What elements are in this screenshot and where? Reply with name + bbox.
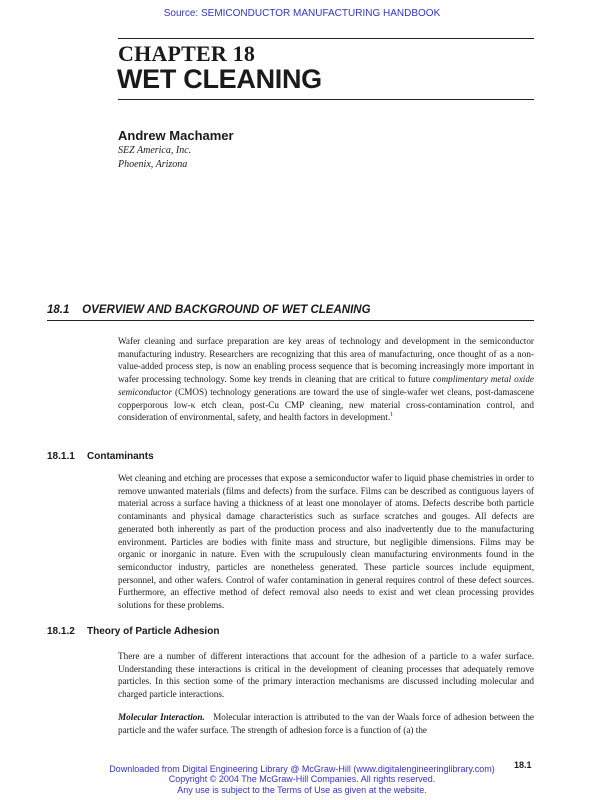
footer-terms-link[interactable]: Any use is subject to the Terms of Use as given at the website. xyxy=(177,784,427,795)
subsection-heading-contaminants xyxy=(47,451,154,462)
section-rule xyxy=(47,320,534,321)
chapter-title: WET CLEANING xyxy=(117,64,322,94)
intro-text-2: (CMOS) technology generations are toward the use of single-wafer wet cleans, post-damascene copperporous low-κ etch clean, post-Cu CMP cleaning, new material cross-contamination control, and consideration of environmental, safety, and health factors in development. xyxy=(118,386,534,423)
reference-marker: 1 xyxy=(390,412,394,419)
contaminants-paragraph: Wet cleaning and etching are processes that expose a semiconductor wafer to liquid phase chemistries in order to remove unwanted materials (films and defects) from the surface. Films can be described as contiguous layers of material across a surface having a thickness of at least one monolayer of atoms. Defects describe both particle contaminants and physical damage characteristics such as surface scratches and gouges. All defects are generated both inherently as part of the production process and also inadvertently due to the manufacturing environment. Particles are bodies with finite mass and structure, but negligible dimensions. Films may be organic or inorganic in nature. Even with the scrupulously clean manufacturing environments found in the semiconductor industry, particles are nonetheless generated. These particle sources include equipment, personnel, and other wafers. Control of wafer contamination in general requires control of these defect sources. Furthermore, an effective method of defect removal also needs to exist and wet clean processing provides solutions for these problems. xyxy=(118,473,534,611)
footer xyxy=(0,764,604,795)
run-in-heading: Molecular Interaction. xyxy=(118,712,205,722)
subsection-heading-adhesion xyxy=(47,626,219,637)
section-heading: 18.1 OVERVIEW AND BACKGROUND OF WET CLEANING xyxy=(47,304,371,316)
subsection-number: 18.1.2 xyxy=(47,626,75,637)
source-header: Source: SEMICONDUCTOR MANUFACTURING HANDBOOK xyxy=(163,8,441,19)
author-company: SEZ America, Inc. xyxy=(118,145,192,156)
adhesion-paragraph: There are a number of different interactions that account for the adhesion of a particle to a wafer surface. Understanding these interactions is critical in the development of cleaning processes that adequately remove particles. In this section some of the primary interaction mechanisms are discussed including molecular and charged particle interactions. xyxy=(118,651,534,700)
footer-copyright: Copyright © 2004 The McGraw-Hill Companies. All rights reserved. xyxy=(168,774,436,785)
subsection-title: Theory of Particle Adhesion xyxy=(87,626,220,637)
subsection-number: 18.1.1 xyxy=(47,451,75,462)
subsection-title: Contaminants xyxy=(87,451,154,462)
molecular-interaction-paragraph xyxy=(118,711,534,736)
chapter-top-rule xyxy=(118,38,534,39)
footer-download-link[interactable]: Downloaded from Digital Engineering Library @ McGraw-Hill (www.digitalengineeringlibrary.com) xyxy=(109,764,495,774)
chapter-label: CHAPTER 18 xyxy=(118,41,256,66)
intro-italic-term: complimentary metal oxide semiconductor xyxy=(118,374,534,397)
chapter-title-rule xyxy=(118,99,534,100)
molecular-text: Molecular interaction is attributed to the van der Waals force of adhesion between the particle and the wafer surface. The strength of adhesion force is a function of (a) the xyxy=(118,712,534,735)
page-number: 18.1 xyxy=(514,760,532,770)
author-name: Andrew Machamer xyxy=(118,128,234,143)
author-location: Phoenix, Arizona xyxy=(118,159,188,170)
intro-paragraph xyxy=(118,335,534,424)
intro-text-1: Wafer cleaning and surface preparation are key areas of technology and development in the semiconductor manufacturing industry. Researchers are recognizing that this area of manufacturing, once thought of as a non-value-added process step, is now an enabling process sequence that is becoming increasingly more important in wafer processing technology. Some key trends in cleaning that are critical to future xyxy=(118,336,534,385)
